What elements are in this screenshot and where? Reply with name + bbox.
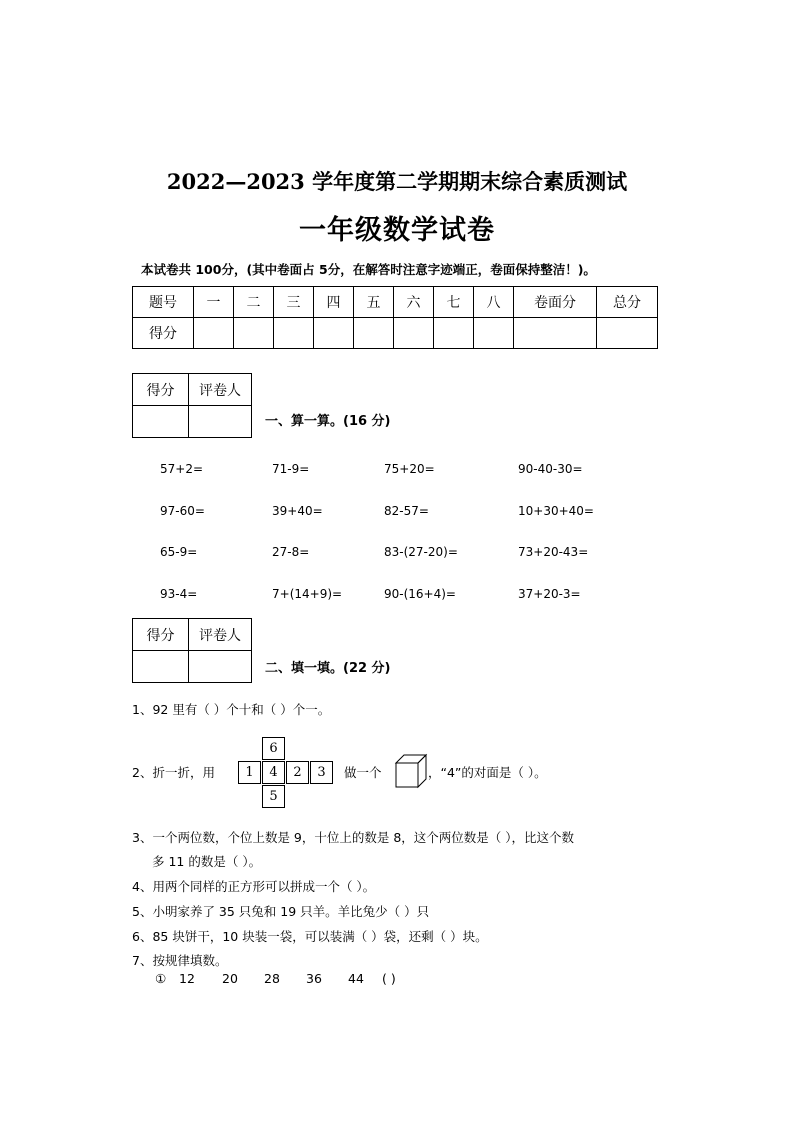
question-2-middle: 做一个: [344, 765, 382, 780]
exam-notice: 本试卷共 100分，(其中卷面占 5分，在解答时注意字迹端正，卷面保持整洁！)。: [141, 262, 596, 277]
score-header-cell: 卷面分: [514, 287, 597, 318]
grader-name-cell: [189, 406, 252, 438]
calc-problem: 82-57=: [384, 504, 429, 518]
score-header-cell: 题号: [133, 287, 194, 318]
section2-title: 二、填一填。(22 分): [265, 661, 391, 676]
calc-problem: 75+20=: [384, 462, 435, 476]
question-6: 6、85 块饼干，10 块装一袋，可以装满（ ）袋，还剩（ ）块。: [132, 929, 488, 944]
score-header-cell: 七: [434, 287, 474, 318]
question-1: 1、92 里有（ ）个十和（ ）个一。: [132, 702, 331, 717]
calc-problem: 90-(16+4)=: [384, 587, 456, 601]
grader-box-section1: [132, 373, 252, 438]
score-cell: [474, 318, 514, 349]
calc-problem: 39+40=: [272, 504, 323, 518]
net-face: 5: [262, 785, 285, 808]
sequence-blank: ( ): [382, 971, 396, 986]
score-header-cell: 六: [394, 287, 434, 318]
calc-problem: 83-(27-20)=: [384, 545, 458, 559]
net-face: 2: [286, 761, 309, 784]
score-table-header-row: [133, 287, 658, 318]
calc-problem: 71-9=: [272, 462, 310, 476]
score-row-label: 得分: [133, 318, 194, 349]
grader-box-section2: [132, 618, 252, 683]
score-table: [132, 286, 658, 349]
calc-problem: 7+(14+9)=: [272, 587, 343, 601]
calc-problem: 65-9=: [160, 545, 198, 559]
sequence-marker: ①: [155, 971, 167, 986]
calc-problem: 10+30+40=: [518, 504, 594, 518]
question-7: 7、按规律填数。: [132, 953, 228, 968]
question-3-line1: 3、一个两位数，个位上数是 9，十位上的数是 8，这个两位数是（ ），比这个数: [132, 830, 575, 845]
sequence-number: 28: [264, 971, 280, 986]
score-header-cell: 二: [234, 287, 274, 318]
sequence-number: 36: [306, 971, 322, 986]
question-5: 5、小明家养了 35 只兔和 19 只羊。羊比兔少（ ）只: [132, 904, 430, 919]
score-cell: [597, 318, 658, 349]
score-cell: [314, 318, 354, 349]
calc-problem: 27-8=: [272, 545, 310, 559]
score-cell: [434, 318, 474, 349]
grader-score-cell: [133, 406, 189, 438]
question-2-suffix: ，“4”的对面是（ ）。: [428, 765, 547, 780]
score-header-cell: 一: [194, 287, 234, 318]
calc-problem: 93-4=: [160, 587, 198, 601]
grader-name-cell: [189, 651, 252, 683]
score-cell: [394, 318, 434, 349]
grader-score-label: 得分: [133, 619, 189, 651]
score-cell: [194, 318, 234, 349]
calc-problem: 73+20-43=: [518, 545, 589, 559]
calc-problem: 97-60=: [160, 504, 205, 518]
cube-icon: [394, 753, 428, 789]
score-cell: [234, 318, 274, 349]
net-face: 6: [262, 737, 285, 760]
calc-problem: 90-40-30=: [518, 462, 583, 476]
score-header-cell: 五: [354, 287, 394, 318]
net-face: 4: [262, 761, 285, 784]
section1-title: 一、算一算。(16 分): [265, 414, 391, 429]
score-header-cell: 八: [474, 287, 514, 318]
grader-score-label: 得分: [133, 374, 189, 406]
net-face: 3: [310, 761, 333, 784]
grader-score-cell: [133, 651, 189, 683]
sequence-number: 20: [222, 971, 238, 986]
question-3-line2: 多 11 的数是（ ）。: [152, 854, 262, 869]
score-header-cell: 三: [274, 287, 314, 318]
exam-subtitle: 一年级数学试卷: [299, 215, 495, 246]
question-2-prefix: 2、折一折，用: [132, 765, 215, 780]
grader-name-label: 评卷人: [189, 619, 252, 651]
score-cell: [514, 318, 597, 349]
question-4: 4、用两个同样的正方形可以拼成一个（ ）。: [132, 879, 376, 894]
calc-problem: 37+20-3=: [518, 587, 581, 601]
score-cell: [354, 318, 394, 349]
exam-title: 2022—2023 学年度第二学期期末综合素质测试: [166, 169, 628, 194]
score-header-cell: 四: [314, 287, 354, 318]
sequence-number: 44: [348, 971, 364, 986]
score-header-cell: 总分: [597, 287, 658, 318]
calc-problem: 57+2=: [160, 462, 204, 476]
score-table-score-row: [133, 318, 658, 349]
grader-name-label: 评卷人: [189, 374, 252, 406]
net-face: 1: [238, 761, 261, 784]
sequence-number: 12: [179, 971, 195, 986]
score-cell: [274, 318, 314, 349]
